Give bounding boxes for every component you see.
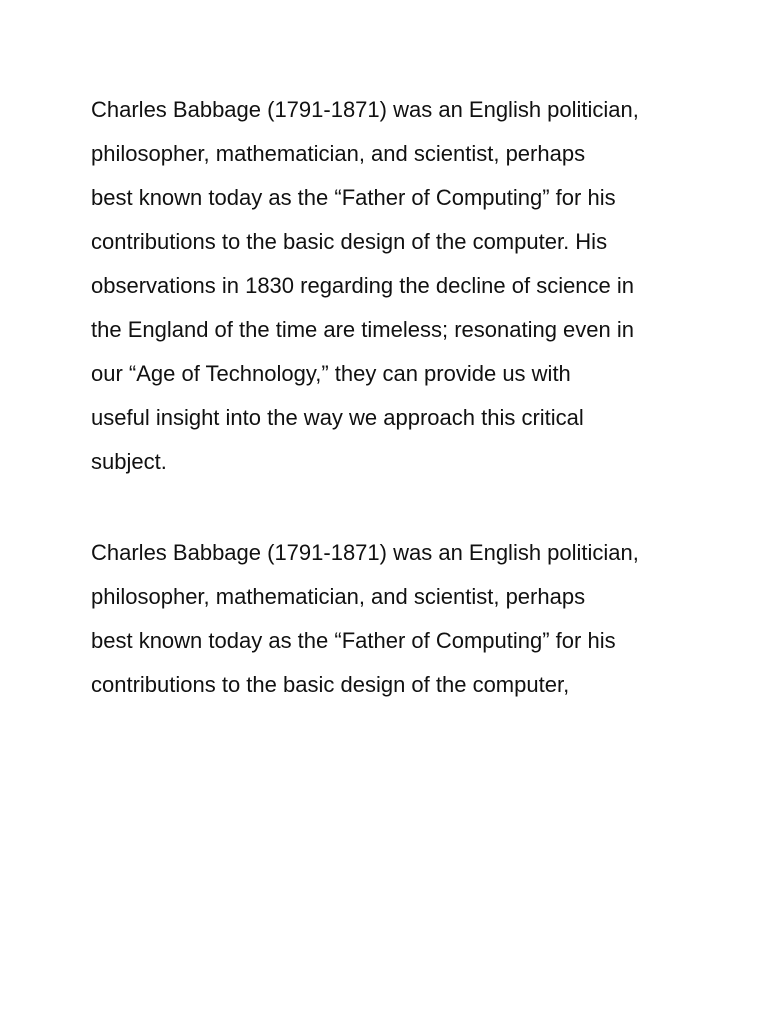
text-line: contributions to the basic design of the computer. His xyxy=(91,229,608,254)
paragraph-2 xyxy=(91,531,731,707)
text-line: philosopher, mathematician, and scientist, perhaps xyxy=(91,141,586,166)
text-line: best known today as the “Father of Computing” for his xyxy=(91,185,616,210)
text-line: contributions to the basic design of the computer, xyxy=(91,672,570,697)
text-line: our “Age of Technology,” they can provide us with xyxy=(91,361,571,386)
paragraph-1 xyxy=(91,88,731,484)
text-line: best known today as the “Father of Computing” for his xyxy=(91,628,616,653)
text-line: Charles Babbage (1791-1871) was an English politician, xyxy=(91,540,639,565)
text-line: useful insight into the way we approach this critical xyxy=(91,405,584,430)
text-line: observations in 1830 regarding the decline of science in xyxy=(91,273,635,298)
text-line: philosopher, mathematician, and scientist, perhaps xyxy=(91,584,586,609)
text-line: Charles Babbage (1791-1871) was an English politician, xyxy=(91,97,639,122)
text-line: subject. xyxy=(91,449,167,474)
text-line: the England of the time are timeless; resonating even in xyxy=(91,317,634,342)
